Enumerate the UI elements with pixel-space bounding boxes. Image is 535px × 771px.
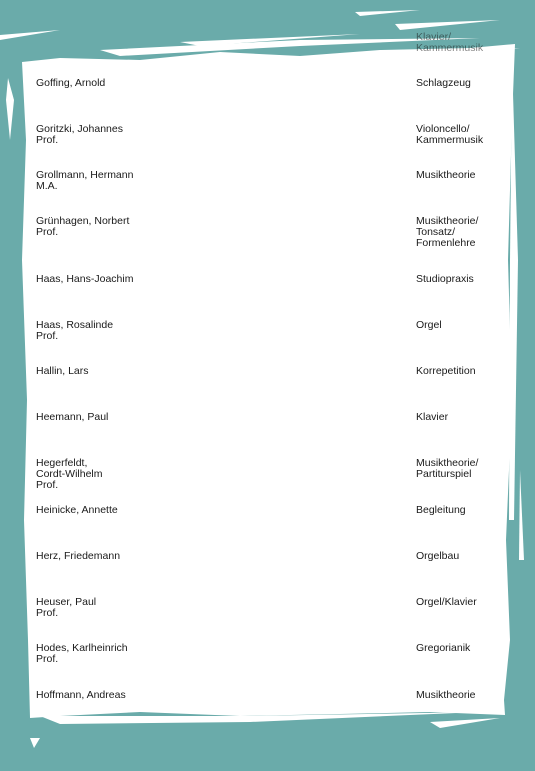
faculty-subject: Studiopraxis: [416, 273, 474, 285]
faculty-subject: Gregorianik: [416, 642, 471, 654]
faculty-subject: Schlagzeug: [416, 77, 471, 89]
faculty-subject: Orgelbau: [416, 550, 460, 562]
faculty-name: Herz, Friedemann: [36, 550, 121, 562]
faculty-subject: Musiktheorie/ Tonsatz/ Formenlehre: [416, 215, 479, 249]
cut-off-subject: Klavier/ Kammermusik: [416, 31, 484, 54]
faculty-subject: Orgel/Klavier: [416, 596, 477, 608]
faculty-subject: Klavier: [416, 411, 449, 423]
faculty-name: Grollmann, Hermann M.A.: [36, 169, 134, 192]
faculty-subject: Musiktheorie: [416, 689, 476, 701]
faculty-name: Grünhagen, Norbert Prof.: [36, 215, 130, 238]
faculty-subject: Orgel: [416, 319, 442, 331]
faculty-name: Heinicke, Annette: [36, 504, 118, 516]
faculty-name: Hegerfeldt, Cordt-Wilhelm Prof.: [36, 457, 103, 491]
faculty-subject: Musiktheorie/ Partiturspiel: [416, 457, 479, 480]
faculty-name: Goritzki, Johannes Prof.: [36, 123, 123, 146]
faculty-subject: Violoncello/ Kammermusik: [416, 123, 484, 146]
faculty-name: Hodes, Karlheinrich Prof.: [36, 642, 128, 665]
faculty-name: Heuser, Paul Prof.: [36, 596, 97, 619]
faculty-name: Haas, Hans-Joachim: [36, 273, 134, 285]
faculty-name: Goffing, Arnold: [36, 77, 106, 89]
faculty-name: Hoffmann, Andreas: [36, 689, 126, 701]
faculty-name: Hallin, Lars: [36, 365, 89, 377]
faculty-subject: Begleitung: [416, 504, 466, 516]
faculty-name: Haas, Rosalinde Prof.: [36, 319, 114, 342]
faculty-name: Heemann, Paul: [36, 411, 109, 423]
faculty-subject: Korrepetition: [416, 365, 476, 377]
faculty-subject: Musiktheorie: [416, 169, 476, 181]
